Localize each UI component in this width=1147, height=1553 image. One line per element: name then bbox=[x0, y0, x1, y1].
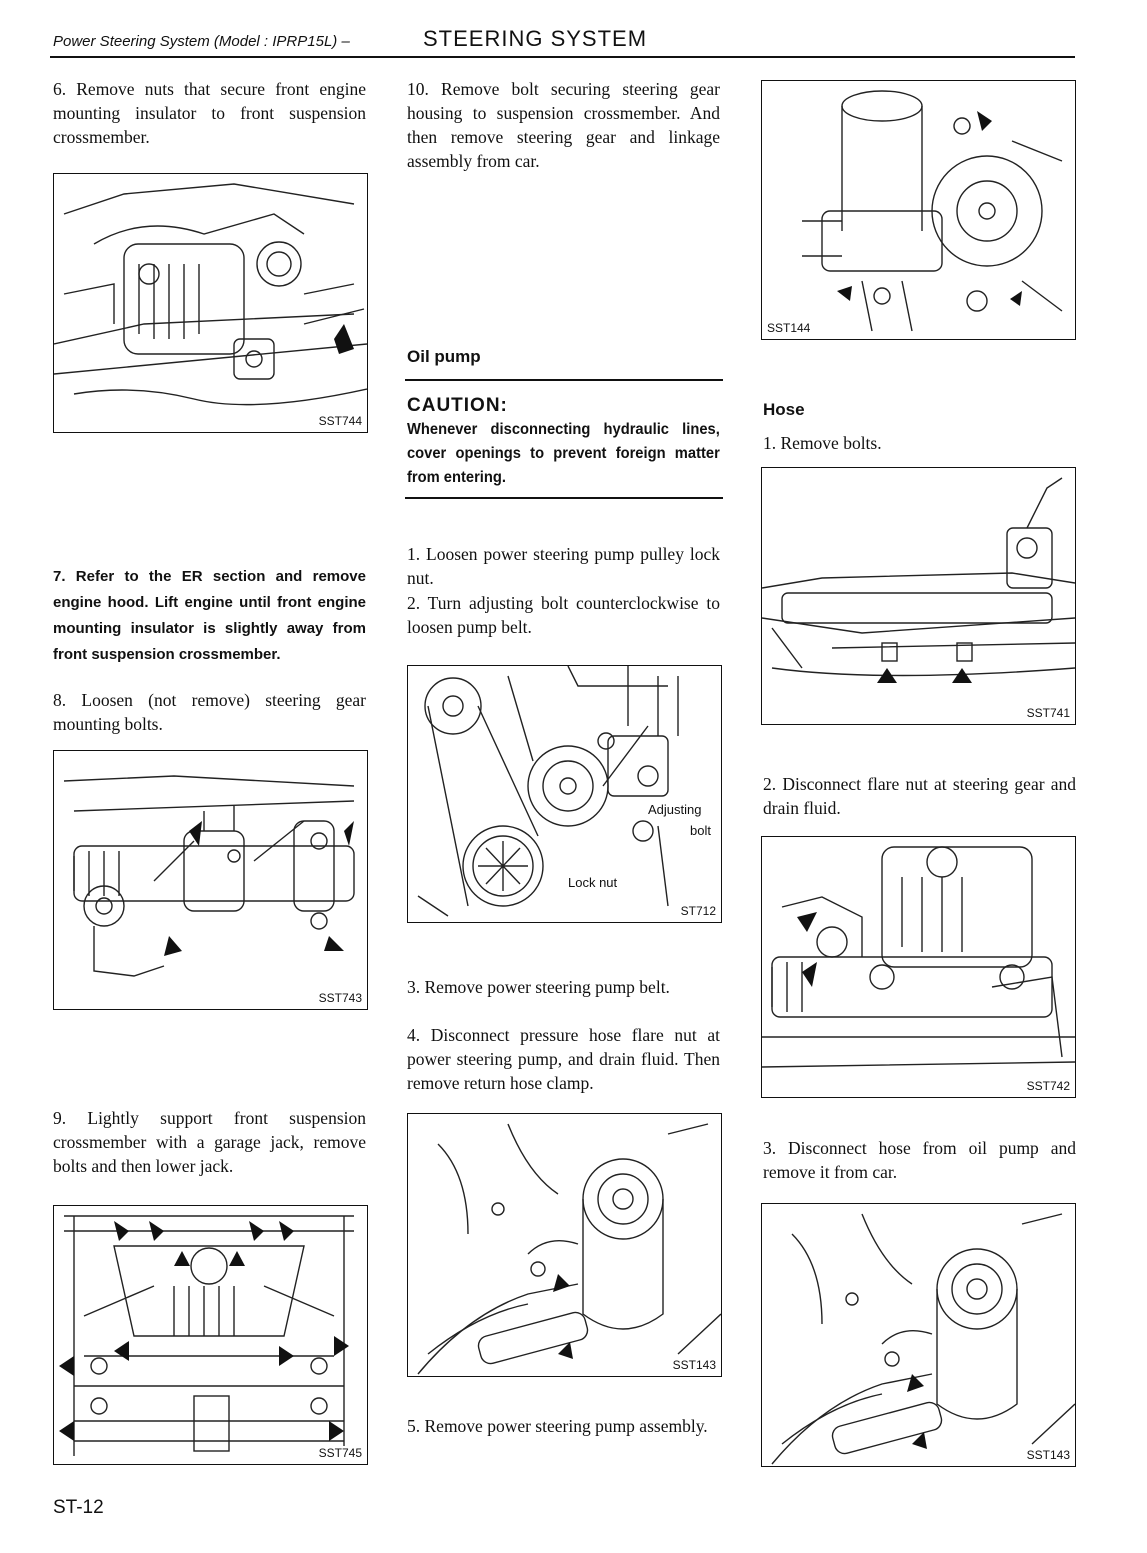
hose-step-3: 3. Disconnect hose from oil pump and remove it from car. bbox=[763, 1138, 1076, 1182]
caution-rule-bottom bbox=[405, 497, 723, 499]
fig-caption: SST144 bbox=[767, 321, 811, 335]
figure-sst741 bbox=[761, 467, 1076, 725]
oil-pump-heading: Oil pump bbox=[407, 347, 481, 366]
hose-step-2: 2. Disconnect flare nut at steering gear and drain fluid. bbox=[763, 774, 1076, 818]
hose-bolts-illustration bbox=[762, 468, 1075, 724]
figure-sst143-right bbox=[761, 1203, 1076, 1467]
step-7 bbox=[53, 563, 366, 667]
fig-caption: SST143 bbox=[1026, 1448, 1070, 1462]
fig-caption: SST743 bbox=[318, 991, 362, 1005]
label-lock-nut: Lock nut bbox=[568, 875, 618, 890]
label-bolt: bolt bbox=[690, 823, 711, 838]
step-7-text: 7. Refer to the ER section and remove engine hood. Lift engine until front engine mounting insulator is slightly away from front suspension crossmember. bbox=[53, 568, 366, 663]
figure-sst144 bbox=[761, 80, 1076, 340]
oil-pump-illustration bbox=[762, 81, 1075, 339]
caution-rule-top bbox=[405, 379, 723, 381]
header-rule bbox=[50, 56, 1075, 58]
step-9: 9. Lightly support front suspension crossmember with a garage jack, remove bolts and then lower jack. bbox=[53, 1108, 366, 1176]
header-section: STEERING SYSTEM bbox=[423, 26, 648, 51]
page-number: ST-12 bbox=[53, 1497, 104, 1518]
step-6: 6. Remove nuts that secure front engine mounting insulator to front suspension crossmember. bbox=[53, 79, 366, 147]
fig-caption: SST745 bbox=[318, 1446, 362, 1460]
fig-caption: SST143 bbox=[672, 1358, 716, 1372]
figure-st712 bbox=[407, 665, 722, 923]
oil-pump-step-4: 4. Disconnect pressure hose flare nut at power steering pump, and drain fluid. Then remove return hose clamp. bbox=[407, 1025, 720, 1093]
flare-nut-illustration bbox=[762, 837, 1075, 1097]
figure-sst744 bbox=[53, 173, 368, 433]
hose-heading: Hose bbox=[763, 400, 805, 419]
pump-pulley-illustration bbox=[408, 666, 721, 922]
oil-pump-step-5: 5. Remove power steering pump assembly. bbox=[407, 1416, 708, 1436]
oil-pump-step-1: 1. Loosen power steering pump pulley lock nut. bbox=[407, 544, 720, 588]
oil-pump-step-2: 2. Turn adjusting bolt counterclockwise to loosen pump belt. bbox=[407, 593, 720, 637]
figure-sst743 bbox=[53, 750, 368, 1010]
crossmember-illustration bbox=[54, 1206, 367, 1464]
figure-sst143-middle bbox=[407, 1113, 722, 1377]
step-8: 8. Loosen (not remove) steering gear mounting bolts. bbox=[53, 690, 366, 734]
figure-sst742 bbox=[761, 836, 1076, 1098]
pump-hose-illustration bbox=[408, 1114, 721, 1376]
fig-caption: SST741 bbox=[1026, 706, 1070, 720]
caution-body: Whenever disconnecting hydraulic lines, cover openings to prevent foreign matter from entering. bbox=[407, 421, 720, 486]
header-title: Power Steering System (Model : IPRP15L) – bbox=[53, 33, 350, 50]
step-10: 10. Remove bolt securing steering gear housing to suspension crossmember. And then remove steering gear and linkage assembly from car. bbox=[407, 79, 720, 171]
hose-removal-illustration bbox=[762, 1204, 1075, 1466]
label-adjusting: Adjusting bbox=[648, 802, 702, 817]
hose-step-1: 1. Remove bolts. bbox=[763, 433, 882, 453]
caution-title: CAUTION: bbox=[407, 395, 508, 416]
figure-sst745 bbox=[53, 1205, 368, 1465]
fig-caption: SST742 bbox=[1026, 1079, 1070, 1093]
engine-mount-illustration bbox=[54, 174, 367, 432]
oil-pump-step-3: 3. Remove power steering pump belt. bbox=[407, 977, 670, 997]
fig-caption: ST712 bbox=[680, 904, 716, 918]
steering-gear-mount-illustration bbox=[54, 751, 367, 1009]
fig-caption: SST744 bbox=[318, 414, 362, 428]
